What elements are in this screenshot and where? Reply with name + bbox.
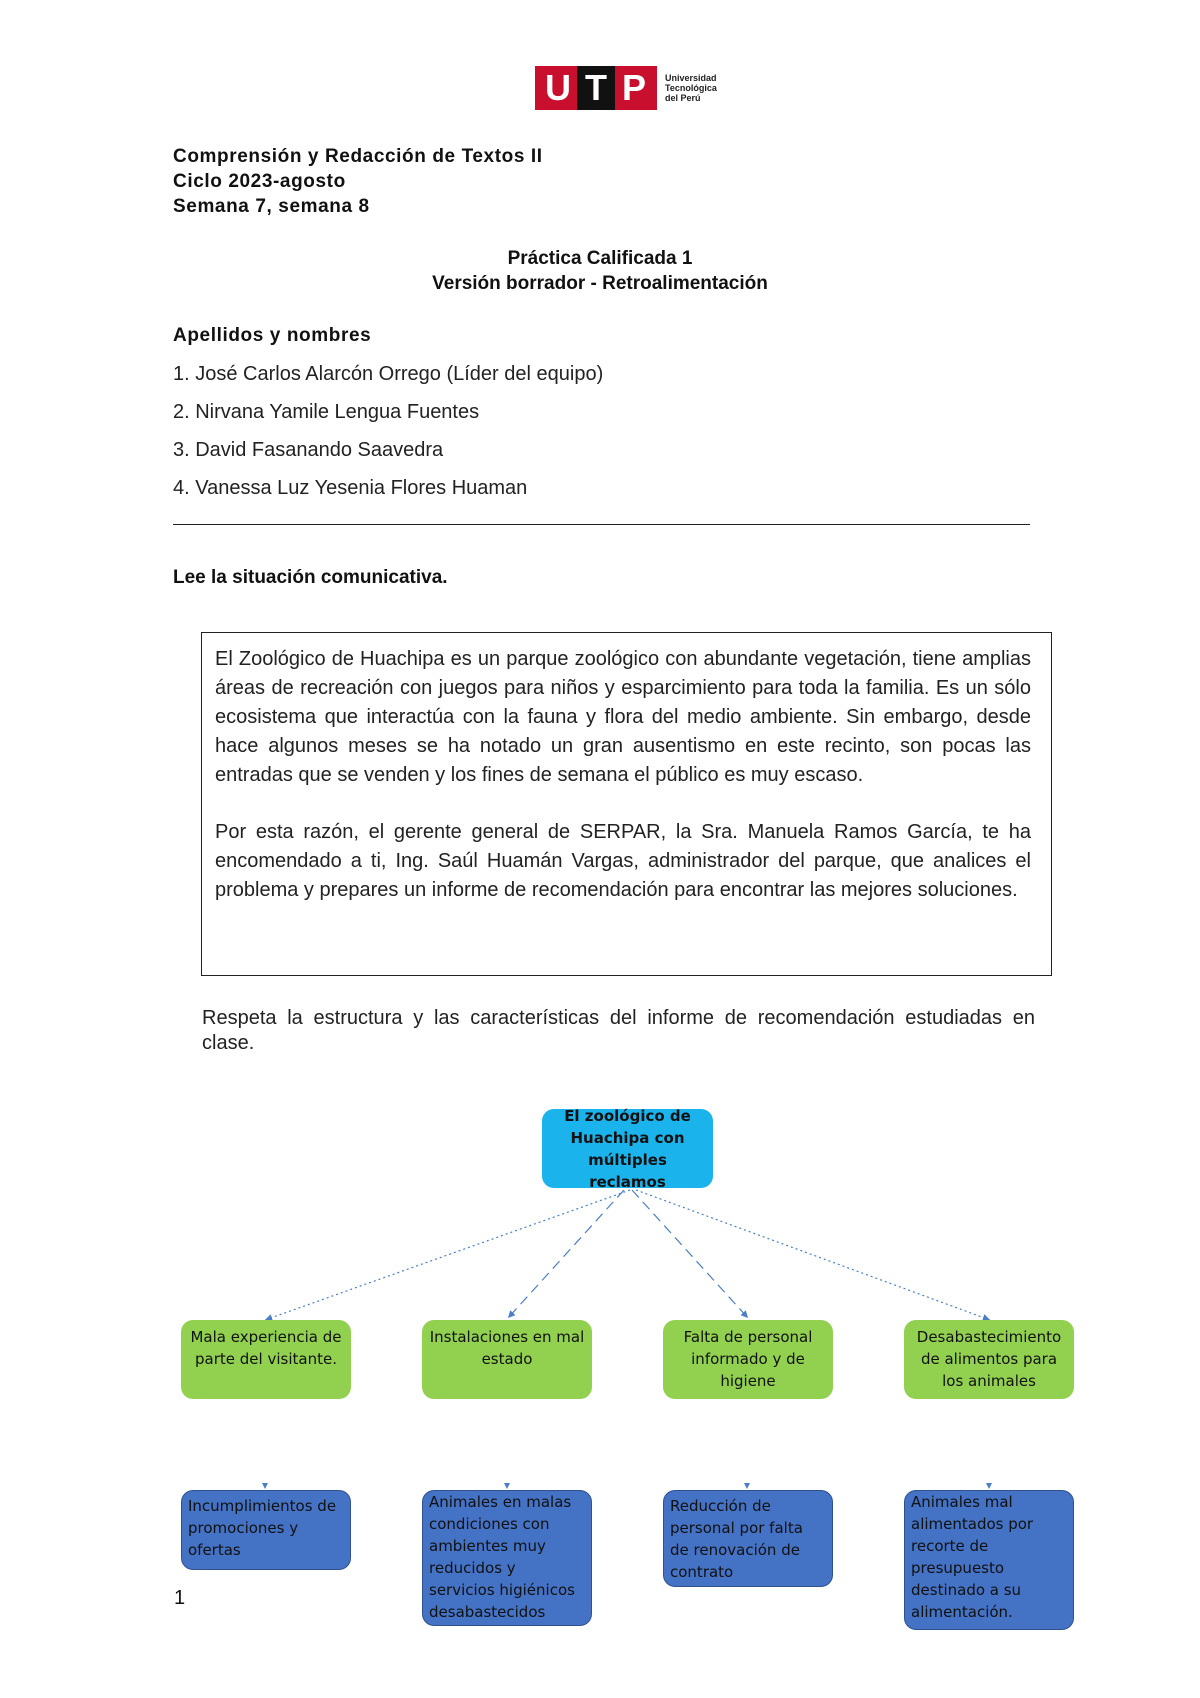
course-header (173, 144, 543, 219)
member-item: 3. David Fasanando Saavedra (173, 439, 444, 461)
logo-subtitle-line: Tecnológica (665, 83, 717, 93)
diagram-detail-node: Reducción de personal por falta de renovación de contrato (663, 1490, 833, 1587)
member-item: 1. José Carlos Alarcón Orrego (Líder del equipo) (173, 363, 604, 385)
detail-marker-3 (744, 1483, 750, 1489)
structure-note: Respeta la estructura y las características del informe de recomendación estudiadas en clase. (202, 1007, 1035, 1054)
detail-marker-1 (262, 1483, 268, 1489)
logo-subtitle-line: del Perú (665, 93, 701, 103)
diagram-cause-node: Instalaciones en mal estado (422, 1320, 592, 1399)
diagram-detail-node: Animales en malas condiciones con ambientes muy reducidos y servicios higiénicos desabastecidos (422, 1490, 592, 1626)
diagram-root-node: El zoológico de Huachipa con múltiples reclamos (542, 1109, 713, 1188)
document-subtitle: Versión borrador - Retroalimentación (432, 273, 768, 294)
situation-box (201, 632, 1052, 976)
utp-logo (535, 66, 735, 110)
logo-subtitle (665, 73, 735, 103)
connector-root-cause-2 (508, 1190, 624, 1318)
separator-line (173, 524, 1030, 525)
members-list (173, 363, 603, 515)
document-title: Práctica Calificada 1 (507, 248, 693, 269)
instruction: Lee la situación comunicativa. (173, 567, 448, 588)
logo-letter-p: P (615, 66, 653, 110)
member-item: 2. Nirvana Yamile Lengua Fuentes (173, 401, 480, 423)
logo-letter-u: U (539, 66, 577, 110)
course-weeks: Semana 7, semana 8 (173, 196, 370, 217)
members-label: Apellidos y nombres (173, 325, 372, 346)
utp-logo-mark (535, 66, 657, 110)
situation-paragraph-2: Por esta razón, el gerente general de SERPAR, la Sra. Manuela Ramos García, te ha encomendado a ti, Ing. Saúl Huamán Vargas, administrador del parque, que analices el problema y prepares un informe de recomendación para encontrar las mejores soluciones. (215, 821, 1031, 901)
member-item: 4. Vanessa Luz Yesenia Flores Huaman (173, 477, 528, 499)
course-cycle: Ciclo 2023-agosto (173, 171, 346, 192)
diagram-detail-node: Animales mal alimentados por recorte de presupuesto destinado a su alimentación. (904, 1490, 1074, 1630)
diagram-cause-node: Mala experiencia de parte del visitante. (181, 1320, 351, 1399)
logo-subtitle-line: Universidad (665, 73, 717, 83)
connector-root-cause-3 (632, 1190, 748, 1318)
course-name: Comprensión y Redacción de Textos II (173, 146, 543, 167)
logo-letter-t: T (577, 66, 615, 110)
diagram-detail-node: Incumplimientos de promociones y ofertas (181, 1490, 351, 1570)
detail-marker-2 (504, 1483, 510, 1489)
page-number: 1 (174, 1587, 186, 1609)
diagram-cause-node: Desabastecimiento de alimentos para los animales (904, 1320, 1074, 1399)
situation-paragraph-1: El Zoológico de Huachipa es un parque zoológico con abundante vegetación, tiene amplias áreas de recreación con juegos para niños y esparcimiento para toda la familia. Es un sólo ecosistema que interactúa con la fauna y flora del medio ambiente. Sin embargo, desde hace algunos meses se ha notado un gran ausentismo en este recinto, son pocas las entradas que se venden y los fines de semana el público es muy escaso. (215, 648, 1031, 786)
connector-root-cause-4 (636, 1190, 990, 1320)
detail-marker-4 (986, 1483, 992, 1489)
connector-root-cause-1 (265, 1190, 630, 1320)
diagram-cause-node: Falta de personal informado y de higiene (663, 1320, 833, 1399)
